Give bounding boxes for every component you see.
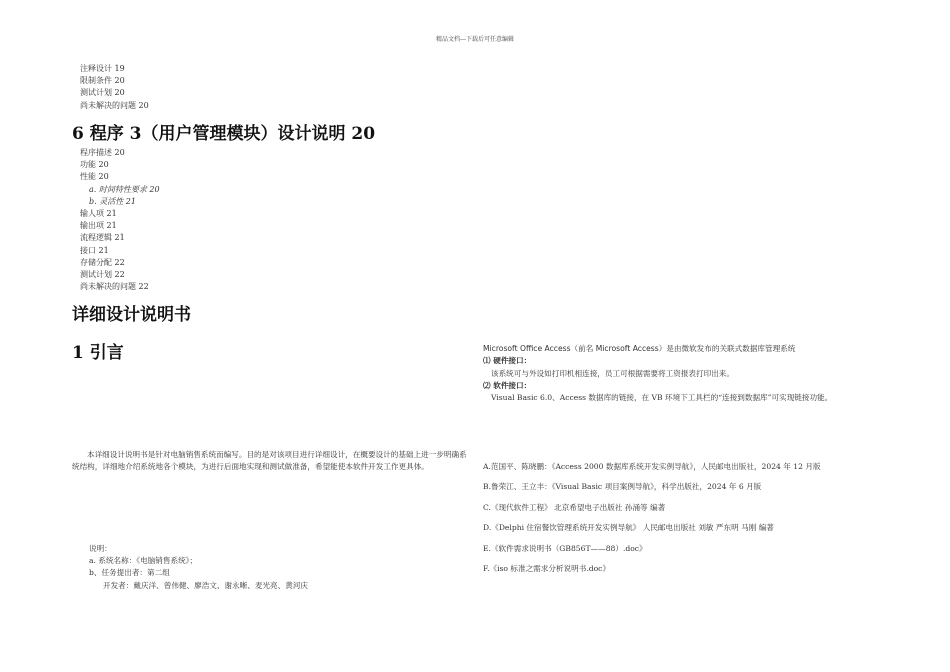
toc-item: 输出项 21 [80, 221, 117, 231]
reference-item: B.鲁荣江、王立丰：《Visual Basic 项目案例导航》，科学出版社，2024 年 6 月版 [483, 482, 762, 492]
notes-item-a: a. 系统名称：《电脑销售系统》； [89, 556, 198, 566]
toc-item: 输人项 21 [80, 209, 117, 219]
intro-heading: 1 引言 [72, 343, 124, 363]
toc-item: 性能 20 [80, 172, 109, 182]
page-header: 精品文档---下载后可任意编辑 [435, 36, 515, 43]
notes-block [89, 543, 308, 592]
access-description: Microsoft Office Access（前名 Microsoft Access）是由微软发布的关联式数据库管理系统 [483, 344, 796, 353]
hardware-interface-text: 该系统可与外设如打印机相连接，员工可根据需要将工资报表打印出来。 [491, 368, 734, 378]
toc-item: 接口 21 [80, 245, 109, 255]
hardware-interface-label: ⑴ 硬件接口： [483, 356, 532, 366]
notes-developers: 开发者：戴庆洋、曾伟健、廖浩文、谢永晰、麦光亮、黄河庆 [103, 580, 309, 590]
toc-item: 测试计划 22 [80, 270, 125, 280]
notes-label: 说明： [89, 544, 112, 553]
intro-paragraph: 本详细设计说明书是针对电脑销售系统而编写。目的是对该项目进行详细设计，在概要设计的基础上进一步明确系统结构，详细地介绍系统地各个模块，为进行后面地实现和测试做准备，希望能使本软件开发工作更具体。 [72, 450, 467, 472]
toc-item: 尚未解决的问题 20 [80, 100, 149, 110]
reference-item: D.《Delphi 住宿餐饮管理系统开发实例导航》 人民邮电出版社 刘敏 严东明 马刚 编著 [483, 523, 774, 533]
toc-item: 程序描述 20 [80, 148, 125, 157]
toc-item: 存储分配 22 [80, 257, 125, 267]
toc-item: 流程逻辑 21 [80, 233, 125, 243]
reference-item: A.范国平、陈晓鹏：《Access 2000 数据库系统开发实例导航》，人民邮电出版社，2024 年 12 月版 [483, 462, 821, 471]
toc-item: 限制条件 20 [80, 76, 125, 86]
toc-subitem: b. 灵活性 21 [89, 196, 136, 206]
toc-section6-list [80, 147, 160, 293]
toc-item: 注释设计 19 [80, 64, 125, 73]
interface-block [483, 343, 883, 404]
software-interface-label: ⑵ 软件接口： [483, 380, 532, 390]
toc-subitem: a. 时间特性要求 20 [89, 184, 160, 194]
toc-item: 测试计划 20 [80, 88, 125, 98]
toc-item: 尚未解决的问题 22 [80, 282, 149, 292]
section6-heading: 6 程序 3（用户管理模块）设计说明 20 [72, 124, 376, 144]
document-title: 详细设计说明书 [72, 305, 191, 325]
references-list [483, 461, 821, 583]
notes-item-b: b、任务提出者：第二组 [89, 568, 170, 578]
toc-top-list [80, 63, 149, 112]
reference-item: E.《软件需求说明书（GB856T——88）.doc》 [483, 543, 647, 553]
toc-item: 功能 20 [80, 160, 109, 170]
reference-item: F.《iso 标准之需求分析说明书.doc》 [483, 563, 611, 573]
software-interface-text: Visual Basic 6.0、Access 数据库的链接，在 VB 环境下工具栏的“连接到数据库”可实现链接功能。 [491, 393, 833, 403]
reference-item: C.《现代软件工程》 北京希望电子出版社 孙涌等 编著 [483, 502, 666, 512]
